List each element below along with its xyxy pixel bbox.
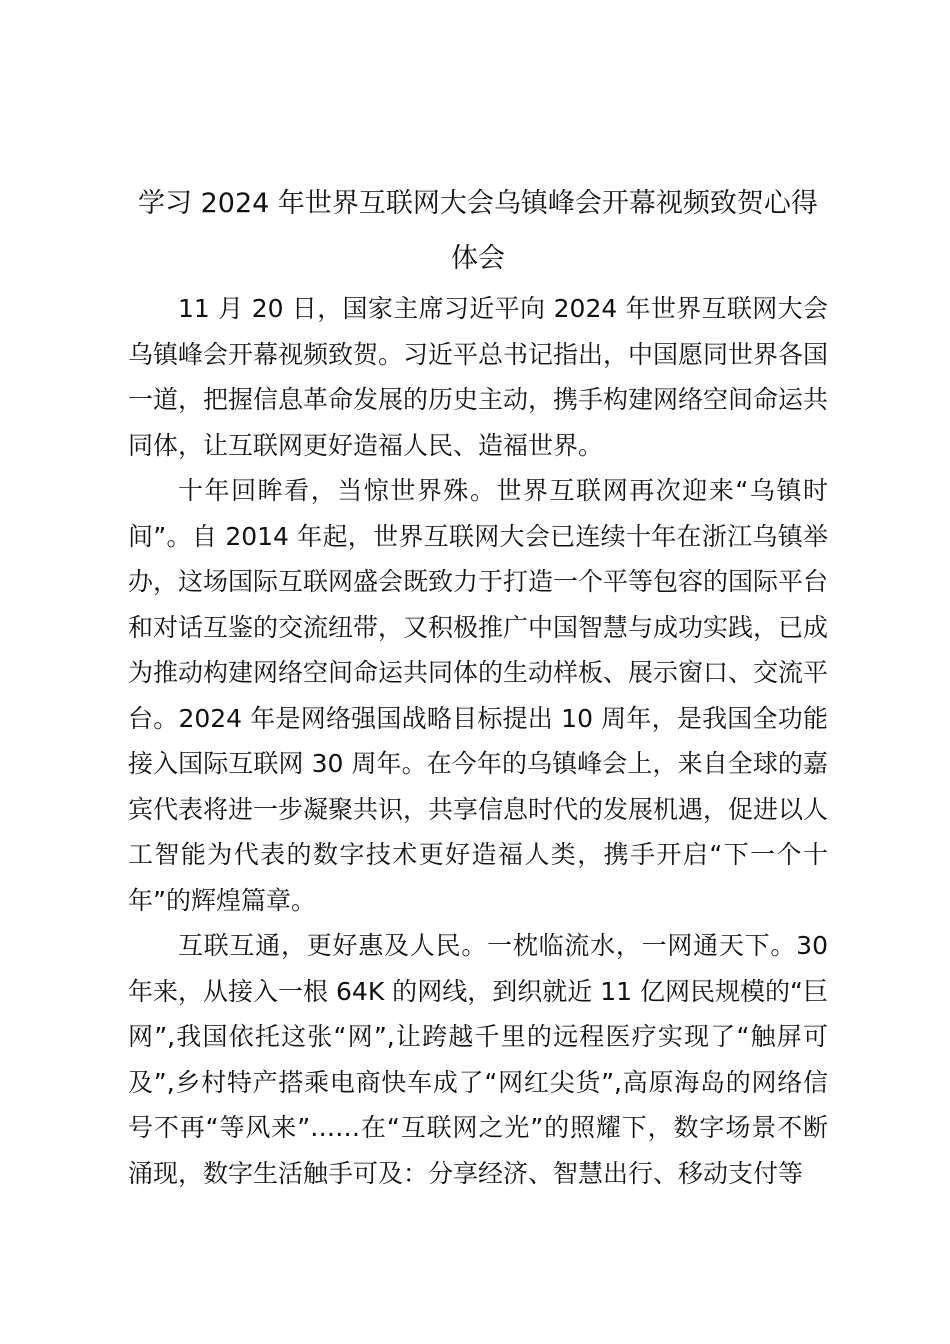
paragraph-1: 11 月 20 日，国家主席习近平向 2024 年世界互联网大会乌镇峰会开幕视频致贺。习近平总书记指出，中国愿同世界各国一道，把握信息革命发展的历史主动，携手构建网络空间命运共同体，让互联网更好造福人民、造福世界。 xyxy=(128,294,829,460)
document-title: 学习 2024 年世界互联网大会乌镇峰会开幕视频致贺心得体会 xyxy=(138,188,818,274)
document-page xyxy=(128,176,828,1196)
paragraph-3: 互联互通，更好惠及人民。一枕临流水，一网通天下。30 年来，从接入一根 64K 的网线，到织就近 11 亿网民规模的“巨网”,我国依托这张“网”,让跨越千里的远程医疗实现了“触屏可及”,乡村特产搭乘电商快车成了“网红尖货”,高原海岛的网络信号不再“等风来”……在“互联网之光”的照耀下，数字场景不断涌现，数字生活触手可及：分享经济、智慧出行、移动支付等 xyxy=(128,931,828,1188)
paragraph-2: 十年回眸看，当惊世界殊。世界互联网再次迎来“乌镇时间”。自 2014 年起，世界互联网大会已连续十年在浙江乌镇举办，这场国际互联网盛会既致力于打造一个平等包容的国际平台和对话互鉴的交流纽带，又积极推广中国智慧与成功实践，已成为推动构建网络空间命运共同体的生动样板、展示窗口、交流平台。2024 年是网络强国战略目标提出 10 周年，是我国全功能接入国际互联网 30 周年。在今年的乌镇峰会上，来自全球的嘉宾代表将进一步凝聚共识，共享信息时代的发展机遇，促进以人工智能为代表的数字技术更好造福人类，携手开启“下一个十年”的辉煌篇章。 xyxy=(128,476,829,915)
